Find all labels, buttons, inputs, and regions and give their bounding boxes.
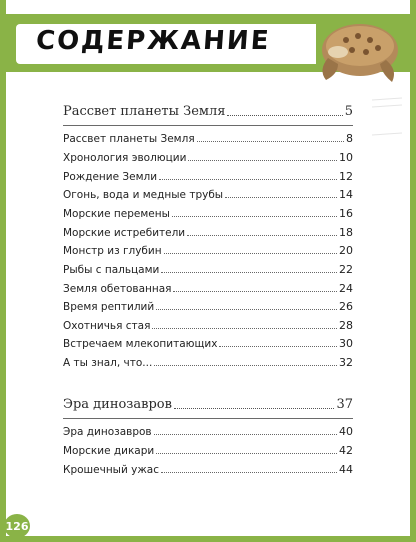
toc-item-label: А ты знал, что... <box>63 357 153 369</box>
toc-item-page: 40 <box>339 425 353 438</box>
section-divider <box>63 418 353 419</box>
toc-section-heading[interactable] <box>63 397 353 412</box>
toc-item-label: Огонь, вода и медные трубы <box>63 189 224 201</box>
page-number-badge: 126 <box>4 514 30 538</box>
dot-leader <box>159 179 337 180</box>
toc-item[interactable] <box>63 282 353 295</box>
toc-item[interactable] <box>63 300 353 313</box>
page-title: СОДЕРЖАНИЕ <box>34 26 272 56</box>
dot-leader <box>152 328 337 329</box>
toc-item-page: 24 <box>339 282 353 295</box>
dot-leader <box>174 408 335 409</box>
section-page-number: 5 <box>344 104 353 119</box>
section-divider <box>63 125 353 126</box>
toc-item-label: Крошечный ужас <box>63 464 160 476</box>
header-band <box>0 0 416 82</box>
creature-illustration-icon <box>308 8 404 88</box>
dot-leader <box>161 272 337 273</box>
toc-item[interactable] <box>63 207 353 220</box>
toc-item-label: Земля обетованная <box>63 283 172 295</box>
toc-item-page: 14 <box>339 188 353 201</box>
toc-item-label: Рыбы с пальцами <box>63 264 160 276</box>
section-page-number: 37 <box>336 397 353 412</box>
toc-item-label: Рождение Земли <box>63 171 158 183</box>
section-title: Эра динозавров <box>63 397 172 412</box>
dot-leader <box>156 309 337 310</box>
toc-item-page: 44 <box>339 463 353 476</box>
toc-item-page: 30 <box>339 337 353 350</box>
toc-item-label: Морские истребители <box>63 227 186 239</box>
toc-item-label: Время рептилий <box>63 301 155 313</box>
toc-item[interactable] <box>63 463 353 476</box>
dot-leader <box>187 235 337 236</box>
dot-leader <box>225 197 337 198</box>
dot-leader <box>172 216 337 217</box>
toc-item-page: 8 <box>346 132 353 145</box>
toc-item-page: 20 <box>339 244 353 257</box>
toc-item[interactable] <box>63 132 353 145</box>
toc-item[interactable] <box>63 151 353 164</box>
toc-item[interactable] <box>63 337 353 350</box>
toc-item-label: Охотничья стая <box>63 320 151 332</box>
toc-item-page: 16 <box>339 207 353 220</box>
dot-leader <box>154 434 337 435</box>
toc-item[interactable] <box>63 263 353 276</box>
background-texture <box>372 95 402 155</box>
toc-item[interactable] <box>63 444 353 457</box>
dot-leader <box>154 365 337 366</box>
dot-leader <box>227 115 342 116</box>
toc-item-label: Эра динозавров <box>63 426 152 438</box>
toc-item-page: 10 <box>339 151 353 164</box>
toc-item-page: 12 <box>339 170 353 183</box>
toc-item-page: 28 <box>339 319 353 332</box>
dot-leader <box>156 453 337 454</box>
section-title: Рассвет планеты Земля <box>63 104 226 119</box>
toc-item[interactable] <box>63 319 353 332</box>
dot-leader <box>197 141 344 142</box>
toc-item-label: Встречаем млекопитающих <box>63 338 218 350</box>
toc-item[interactable] <box>63 356 353 369</box>
toc-item-label: Рассвет планеты Земля <box>63 133 195 145</box>
toc-item-label: Морские дикари <box>63 445 155 457</box>
toc-item-label: Хронология эволюции <box>63 152 187 164</box>
toc-item-page: 18 <box>339 226 353 239</box>
dot-leader <box>164 253 337 254</box>
toc-item-label: Морские перемены <box>63 208 170 220</box>
toc-item[interactable] <box>63 170 353 183</box>
dot-leader <box>161 472 337 473</box>
toc-item-page: 26 <box>339 300 353 313</box>
toc-item[interactable] <box>63 188 353 201</box>
toc-item[interactable] <box>63 425 353 438</box>
toc-item-page: 22 <box>339 263 353 276</box>
dot-leader <box>219 346 337 347</box>
dot-leader <box>188 160 337 161</box>
toc-item-label: Монстр из глубин <box>63 245 162 257</box>
toc-item-page: 42 <box>339 444 353 457</box>
dot-leader <box>173 291 337 292</box>
toc-item-page: 32 <box>339 356 353 369</box>
toc-item[interactable] <box>63 226 353 239</box>
toc-item[interactable] <box>63 244 353 257</box>
toc-section-heading[interactable] <box>63 104 353 119</box>
